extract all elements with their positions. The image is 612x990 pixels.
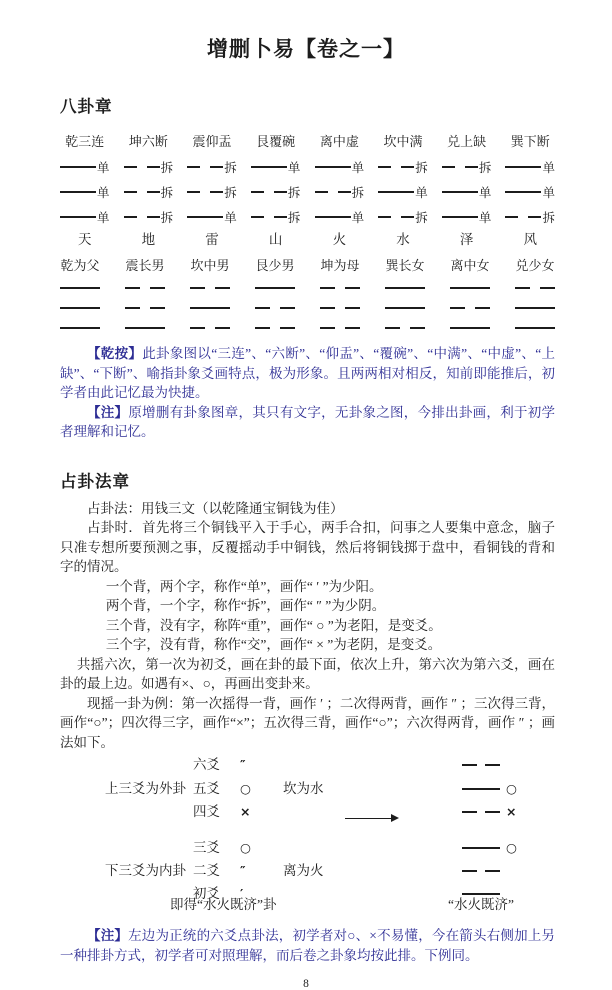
method-intro: 占卦法：用钱三文（以乾隆通宝铜钱为佳） — [87, 500, 344, 516]
yang-line — [450, 327, 490, 329]
trigram-result-label: 离为火 — [283, 863, 324, 878]
yao-line-row — [505, 179, 555, 204]
yao-line-row — [378, 204, 428, 229]
yang-line — [315, 216, 351, 218]
yin-line — [450, 307, 490, 309]
yin-line — [190, 327, 230, 329]
yao-line-row — [190, 298, 230, 318]
element-name: 风 — [523, 232, 537, 247]
yao-position-label: 二爻 — [193, 863, 220, 878]
yao-line-row — [320, 298, 360, 318]
yao-line-row — [315, 154, 365, 179]
changing-line-symbol: ○ — [506, 840, 517, 855]
trigram-column — [125, 257, 165, 338]
trigram-column — [187, 133, 237, 248]
coin-result-line: 三个背，没有字，称阵“重”，画作“ ○ ”为老阳，是变爻。 — [105, 617, 442, 633]
yao-label: 拆 — [415, 210, 428, 225]
coin-cast-symbol: ○ — [240, 840, 251, 855]
yao-label: 拆 — [542, 210, 555, 225]
element-name: 水 — [396, 232, 410, 247]
trigram-result-label: 坎为水 — [283, 781, 324, 796]
yao-line-row — [255, 318, 295, 338]
yang-line — [315, 166, 351, 168]
trigram-column — [60, 133, 110, 248]
outer-trigram-label-bottom: 下三爻为内卦 — [105, 863, 186, 878]
element-name: 天 — [78, 232, 92, 247]
yao-line-row — [450, 278, 490, 298]
yao-position-label: 四爻 — [193, 804, 220, 819]
trigram-name: 震仰盂 — [192, 134, 232, 149]
yao-label: 单 — [542, 160, 555, 175]
yao-line-row — [60, 298, 100, 318]
note-paragraph-qian — [60, 344, 555, 403]
trigram-column — [378, 133, 428, 248]
note-tag: 【乾按】 — [87, 346, 143, 361]
yang-line — [60, 327, 100, 329]
yao-label: 单 — [478, 210, 492, 225]
yang-line — [187, 216, 223, 218]
yao-position-label: 五爻 — [193, 781, 220, 796]
coin-cast-symbol: ○ — [240, 781, 251, 796]
element-name: 山 — [268, 232, 283, 247]
yao-line-row — [60, 154, 110, 179]
trigram-column — [385, 257, 425, 338]
yao-line-row — [187, 154, 237, 179]
yang-line — [60, 216, 96, 218]
yao-line-row — [505, 204, 555, 229]
yao-label: 拆 — [287, 210, 301, 225]
yao-label: 单 — [415, 185, 428, 200]
yao-line-row — [60, 278, 100, 298]
element-name: 雷 — [205, 232, 219, 247]
yao-label: 单 — [224, 210, 237, 225]
yao-position-label: 初爻 — [193, 886, 220, 901]
trigram-name: 坎中男 — [190, 258, 230, 273]
yao-line-row — [255, 278, 295, 298]
trigram-name: 巽下断 — [510, 134, 550, 149]
yao-line-row — [442, 204, 492, 229]
page-content — [0, 93, 612, 965]
yao-label: 拆 — [478, 160, 492, 175]
yao-line-row — [385, 318, 425, 338]
yao-line-row — [190, 278, 230, 298]
yao-line-row — [378, 179, 428, 204]
yang-line — [125, 327, 165, 329]
yao-line-row — [251, 179, 301, 204]
right-diagram-caption: “水火既济” — [448, 897, 514, 912]
yao-label: 拆 — [287, 185, 301, 200]
yao-line-row — [251, 204, 301, 229]
coin-cast-symbol: × — [240, 804, 251, 819]
yao-label: 单 — [351, 210, 365, 225]
element-name: 地 — [141, 232, 156, 247]
trigram-name: 兑少女 — [515, 258, 555, 273]
yao-line-row — [60, 179, 110, 204]
trigram-column — [251, 133, 301, 248]
yin-line — [462, 870, 500, 872]
yang-line — [251, 166, 287, 168]
right-arrow-icon — [345, 818, 397, 819]
coin-result-line: 一个背，两个字，称作“单”，画作“ ′ ”为少阳。 — [105, 578, 383, 594]
yang-line — [60, 191, 96, 193]
yao-line-row — [450, 318, 490, 338]
yao-line-row — [505, 154, 555, 179]
yao-line-row — [255, 298, 295, 318]
yao-label: 拆 — [160, 210, 174, 225]
yao-line-row — [125, 318, 165, 338]
yao-line-row — [187, 179, 237, 204]
yao-line-row — [190, 318, 230, 338]
yao-line-row — [60, 318, 100, 338]
yang-line — [60, 287, 100, 289]
yang-line — [385, 287, 425, 289]
yao-line-row — [442, 154, 492, 179]
yin-line — [124, 191, 160, 193]
yin-line — [187, 166, 223, 168]
yin-line — [255, 307, 295, 309]
yin-line — [251, 191, 287, 193]
yao-line-row — [124, 154, 174, 179]
yao-line-row — [450, 298, 490, 318]
yin-line — [378, 216, 414, 218]
yao-line-row — [378, 154, 428, 179]
bagua-symbol-table — [60, 133, 555, 248]
trigram-name: 兑上缺 — [447, 134, 487, 149]
outer-trigram-label-top: 上三爻为外卦 — [105, 781, 186, 796]
yang-line — [442, 191, 478, 193]
trigram-name: 艮少男 — [255, 258, 295, 273]
yao-line-row — [124, 204, 174, 229]
yao-line-row — [515, 318, 555, 338]
note-tag: 【注】 — [87, 404, 129, 420]
bagua-family-table — [60, 257, 555, 338]
page-title: 增删卜易【卷之一】 — [207, 37, 405, 61]
yang-line — [505, 166, 541, 168]
trigram-column — [124, 133, 174, 248]
yin-line — [462, 811, 500, 813]
trigram-column — [60, 257, 100, 338]
coin-cast-symbol: ″ — [240, 863, 246, 878]
coin-cast-symbol: ′ — [240, 886, 244, 901]
coin-cast-symbol: ″ — [240, 757, 246, 772]
trigram-column — [315, 133, 365, 248]
yao-label: 拆 — [415, 160, 428, 175]
yao-line-row — [251, 154, 301, 179]
note-text: 此卦象图以“三连”、“六断”、“仰盂”、“覆碗”、“中满”、“中虚”、“上缺”、“下断”、喻指卦象爻画特点，极为形象。且两两相对相反，知前即能推后，初学者由此记忆最为快捷。 — [60, 346, 555, 400]
yin-line — [125, 307, 165, 309]
yang-line — [190, 307, 230, 309]
yao-label: 单 — [97, 160, 110, 175]
yao-label: 拆 — [224, 160, 237, 175]
shake-six-times-paragraph: 共摇六次，第一次为初爻，画在卦的最下面，依次上升，第六次为第六爻，画在卦的最上边。如遇有×、○，再画出变卦来。 — [60, 656, 555, 691]
yao-label: 单 — [97, 185, 110, 200]
yin-line — [190, 287, 230, 289]
trigram-name: 乾为父 — [60, 258, 100, 273]
yang-line — [442, 216, 478, 218]
note-paragraph-bottom — [60, 926, 555, 965]
note-text: 左边为正统的六爻点卦法，初学者对○、×不易懂，今在箭头右侧加上另一种排卦方式，初学者可对照理解，而后卷之卦象均按此排。下例同。 — [60, 928, 555, 963]
yao-line-row — [187, 204, 237, 229]
trigram-column — [255, 257, 295, 338]
left-diagram-caption: 即得“水火既济”卦 — [170, 897, 277, 912]
yin-line — [124, 216, 160, 218]
trigram-name: 离中虚 — [319, 134, 359, 149]
yao-line-row — [315, 179, 365, 204]
note-text: 原增删有卦象图章，其只有文字，无卦象之图，今排出卦画，利于初学者理解和记忆。 — [60, 404, 556, 439]
trigram-name: 艮覆碗 — [256, 134, 296, 149]
yin-line — [315, 191, 351, 193]
yin-line — [320, 307, 360, 309]
page-number: 8 — [303, 978, 309, 990]
trigram-name: 震长男 — [125, 258, 165, 273]
trigram-name: 离中女 — [450, 258, 490, 273]
yin-line — [462, 764, 500, 766]
yao-position-label: 三爻 — [193, 840, 220, 855]
trigram-name: 巽长女 — [385, 258, 425, 273]
example-paragraph: 现摇一卦为例：第一次摇得一背，画作 ′ ；二次得两背，画作 ″ ；三次得三背，画作“○”；四次得三字，画作“×”；五次得三背，画作“○”；六次得两背，画作 ″ ；画法如下。 — [60, 695, 555, 750]
note-tag: 【注】 — [87, 928, 129, 943]
yang-line — [450, 287, 490, 289]
yang-line — [515, 307, 555, 309]
yin-line — [187, 191, 223, 193]
yang-line — [505, 191, 541, 193]
yang-line — [385, 307, 425, 309]
yao-line-row — [320, 278, 360, 298]
trigram-name: 乾三连 — [65, 134, 105, 149]
yao-label: 单 — [478, 185, 492, 200]
yang-line — [462, 847, 500, 849]
yang-line — [60, 307, 100, 309]
trigram-column — [190, 257, 230, 338]
trigram-column — [442, 133, 492, 248]
yao-line-row — [385, 298, 425, 318]
yin-line — [124, 166, 160, 168]
yin-line — [251, 216, 287, 218]
yao-label: 单 — [97, 210, 110, 225]
yao-label: 单 — [287, 160, 301, 175]
yin-line — [255, 327, 295, 329]
yang-line — [378, 191, 414, 193]
yao-line-row — [515, 298, 555, 318]
coin-result-line: 两个背，一个字，称作“拆”，画作“ ″ ”为少阴。 — [105, 598, 386, 613]
yao-line-row — [125, 278, 165, 298]
trigram-column — [320, 257, 360, 338]
trigram-name: 坤六断 — [128, 134, 168, 149]
section-heading-method: 占卦法章 — [60, 471, 130, 491]
yao-position-label: 六爻 — [193, 757, 220, 772]
yang-line — [255, 287, 295, 289]
yao-line-row — [385, 278, 425, 298]
yao-label: 拆 — [224, 185, 237, 200]
yin-line — [378, 166, 414, 168]
yin-line — [442, 166, 478, 168]
note-paragraph-zhu — [60, 403, 555, 442]
yang-line — [462, 788, 500, 790]
changing-line-symbol: × — [506, 804, 517, 819]
changing-line-symbol: ○ — [506, 781, 517, 796]
yao-line-row — [60, 204, 110, 229]
yao-label: 拆 — [160, 160, 174, 175]
yao-line-row — [442, 179, 492, 204]
yao-line-row — [125, 298, 165, 318]
hexagram-example-diagram — [60, 756, 555, 918]
yao-label: 拆 — [351, 185, 365, 200]
yin-line — [320, 327, 360, 329]
trigram-name: 坤为母 — [320, 258, 360, 273]
element-name: 火 — [332, 232, 347, 247]
yao-line-row — [315, 204, 365, 229]
yang-line — [60, 166, 96, 168]
element-name: 泽 — [459, 232, 474, 247]
yao-label: 拆 — [160, 185, 174, 200]
coin-result-line: 三个字，没有背，称作“交”，画作“ × ”为老阴，是变爻。 — [105, 637, 442, 652]
yao-line-row — [124, 179, 174, 204]
method-procedure: 占卦时．首先将三个铜钱平入于手心，两手合扣，问事之人要集中意念，脑子只准专想所要预测之事，反覆摇动手中铜钱，然后将铜钱掷于盘中，看铜钱的背和字的情况。 — [60, 520, 555, 574]
yin-line — [125, 287, 165, 289]
yang-line — [462, 893, 500, 895]
section-heading-bagua: 八卦章 — [60, 97, 113, 116]
trigram-column — [505, 133, 555, 248]
yin-line — [385, 327, 425, 329]
trigram-column — [450, 257, 490, 338]
yin-line — [505, 216, 541, 218]
yin-line — [515, 287, 555, 289]
yao-label: 单 — [351, 160, 365, 175]
yin-line — [320, 287, 360, 289]
yao-label: 单 — [542, 185, 555, 200]
trigram-column — [515, 257, 555, 338]
yao-line-row — [320, 318, 360, 338]
yang-line — [515, 327, 555, 329]
trigram-name: 坎中满 — [383, 134, 423, 149]
yao-line-row — [515, 278, 555, 298]
